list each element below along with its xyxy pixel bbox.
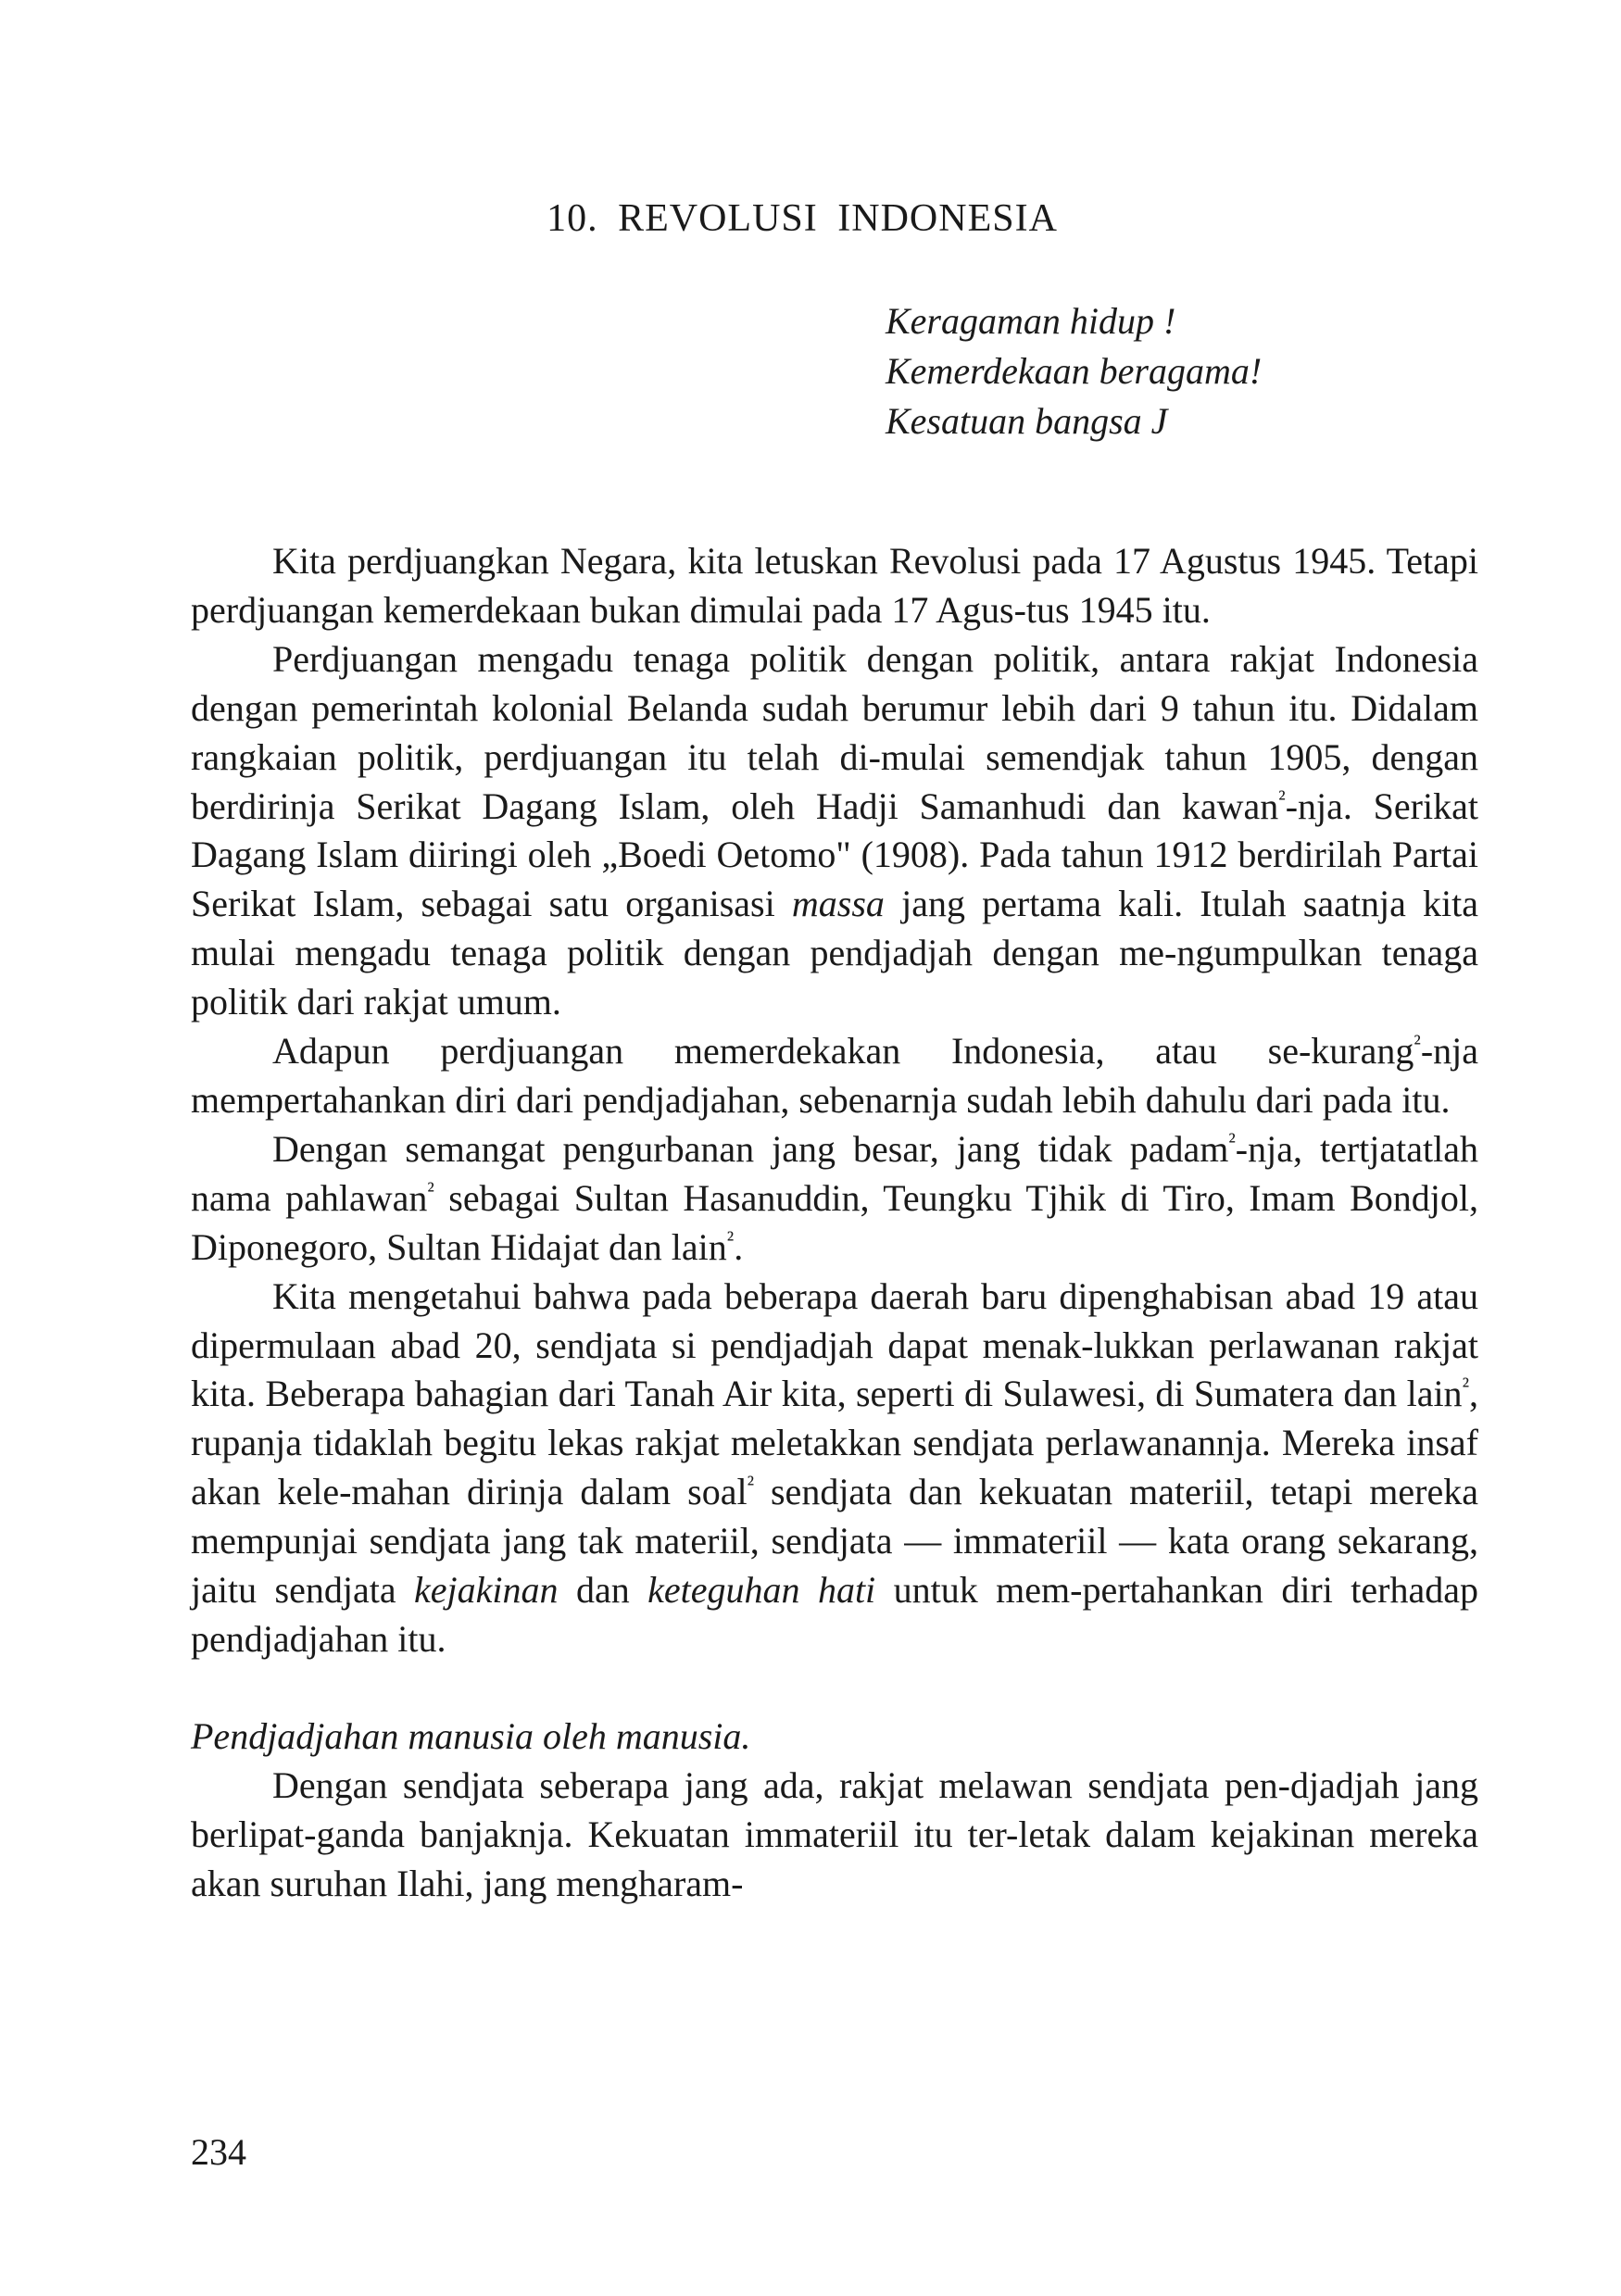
superscript: ² — [1414, 1031, 1421, 1057]
text-run: jang pertama kali. Itulah saatnja kita mulai mengadu tenaga politik dengan pendjadjah dengan me-ngumpulkan tenaga politik dari rakjat umum. — [191, 883, 1478, 1023]
paragraph — [191, 1762, 1478, 1909]
text-run: Perdjuangan mengadu tenaga politik dengan politik, antara rakjat Indonesia dengan pemerintah kolonial Belanda sudah berumur lebih dari 9 tahun itu. Didalam rangkaian politik, perdjuangan itu telah di-mulai semendjak tahun 1905, dengan berdirinja Serikat Dagang Islam, oleh Hadji Samanhudi dan kawan — [191, 637, 1478, 827]
text-run: Kita perdjuangkan Negara, kita letuskan Revolusi pada 17 Agustus 1945. Tetapi perdjuangan kemerdekaan bukan dimulai pada 17 Agus-tus 1945 itu. — [191, 540, 1478, 631]
text-run: sebagai Sultan Hasanuddin, Teungku Tjhik di Tiro, Imam Bondjol, Diponegoro, Sultan Hidajat dan lain — [191, 1176, 1478, 1268]
text-run: sendjata dan kekuatan materiil, tetapi mereka mempunjai sendjata jang tak materiil, sendjata — immateriil — kata orang sekarang, jaitu sendjata — [191, 1471, 1479, 1612]
text-run: -nja. Serikat Dagang Islam diiringi oleh „Boedi Oetomo" (1908). Pada tahun 1912 berdirilah Partai Serikat Islam, sebagai satu organisasi — [191, 784, 1478, 925]
superscript: ² — [427, 1178, 434, 1204]
superscript: ² — [726, 1227, 735, 1253]
epigraph-line: Keragaman hidup ! — [886, 300, 1176, 342]
text-run: Kita mengetahui bahwa pada beberapa daerah baru dipenghabisan abad 19 atau dipermulaan abad 20, sendjata si pendjadjah dapat menak-lukkan perlawanan rakjat kita. Beberapa bahagian dari Tanah Air kita, seperti di Sulawesi, di Sumatera dan lain — [191, 1274, 1478, 1415]
superscript: ² — [1278, 785, 1286, 811]
text-run: Dengan sendjata seberapa jang ada, rakjat melawan sendjata pen-djadjah jang berlipat-ganda banjaknja. Kekuatan immateriil itu ter-letak dalam kejakinan mereka akan suruhan Ilahi, jang mengharam- — [191, 1763, 1478, 1904]
paragraph — [191, 1027, 1478, 1125]
text-run: , rupanja tidaklah begitu lekas rakjat meletakkan sendjata perlawanannja. Mereka insaf akan kele-mahan dirinja dalam soal — [191, 1373, 1478, 1513]
paragraph — [191, 635, 1478, 1027]
body-text — [191, 537, 1478, 1908]
paragraph — [191, 1273, 1478, 1664]
section-subheading: Pendjadjahan manusia oleh manusia. — [191, 1714, 751, 1757]
paragraph — [191, 537, 1478, 635]
epigraph-line: Kesatuan bangsa J — [886, 400, 1168, 442]
text-run: . — [734, 1225, 744, 1268]
italic-text: keteguhan hati — [647, 1569, 876, 1612]
text-run: Adapun perdjuangan memerdekakan Indonesia, atau se-kurang — [272, 1030, 1414, 1073]
superscript: ² — [747, 1472, 755, 1498]
chapter-title: 10. REVOLUSI INDONESIA — [547, 197, 1058, 240]
paragraph — [191, 1125, 1478, 1273]
text-run: dan — [558, 1569, 648, 1612]
epigraph — [886, 296, 1262, 446]
text-run: -nja, tertjatatlah nama pahlawan — [191, 1127, 1478, 1219]
text-run: untuk mem-pertahankan diri terhadap pendjadjahan itu. — [191, 1569, 1478, 1660]
superscript: ² — [1462, 1374, 1469, 1399]
superscript: ² — [1228, 1129, 1236, 1155]
book-page — [191, 0, 1478, 2296]
text-run: Dengan semangat pengurbanan jang besar, jang tidak padam — [272, 1127, 1229, 1170]
text-run: -nja mempertahankan diri dari pendjadjahan, sebenarnja sudah lebih dahulu dari pada itu. — [191, 1030, 1478, 1121]
italic-text: massa — [791, 883, 885, 925]
italic-text: kejakinan — [414, 1569, 559, 1612]
page-number: 234 — [191, 2131, 246, 2173]
epigraph-line: Kemerdekaan beragama! — [886, 350, 1263, 392]
